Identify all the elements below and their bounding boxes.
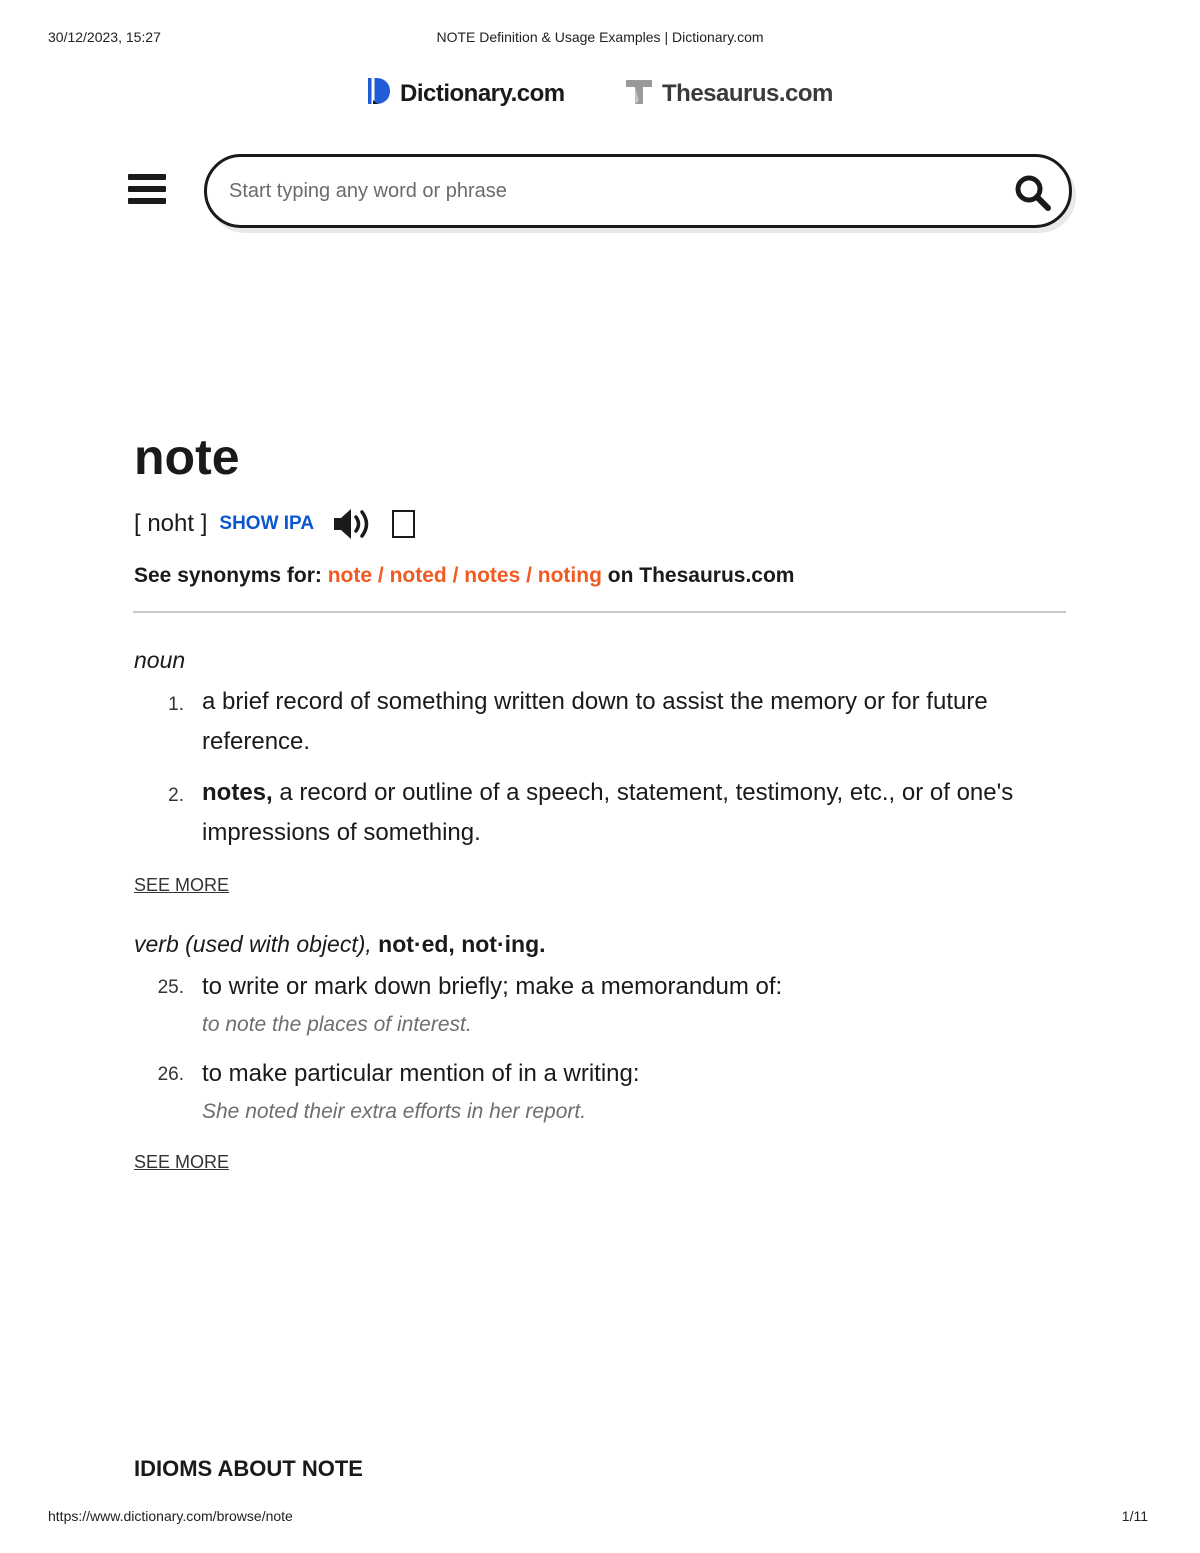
definition-text <box>202 1054 1052 1130</box>
print-date: 30/12/2023, 15:27 <box>48 29 161 45</box>
synonym-link[interactable]: note <box>327 564 373 587</box>
definition-text <box>202 682 1052 762</box>
search-bar <box>204 154 1072 228</box>
example-sentence: to note the places of interest. <box>202 1013 472 1036</box>
audio-button[interactable] <box>332 506 374 542</box>
print-title: NOTE Definition & Usage Examples | Dictionary.com <box>436 29 764 45</box>
part-of-speech-noun: noun <box>134 647 186 673</box>
example-sentence: She noted their extra efforts in her report. <box>202 1100 587 1123</box>
see-more-link[interactable]: SEE MORE <box>134 1152 230 1172</box>
speaker-icon <box>332 506 374 542</box>
search-icon <box>1011 171 1055 213</box>
definition-number: 25. <box>157 977 184 998</box>
print-url: https://www.dictionary.com/browse/note <box>48 1508 293 1524</box>
part-of-speech-verb <box>134 931 546 958</box>
definition-item <box>134 1054 1054 1134</box>
definition-body: a record or outline of a speech, statement, testimony, etc., or of one's impressions of something. <box>202 779 1014 846</box>
dictionary-logo-link[interactable] <box>366 76 565 111</box>
synonym-separator: / <box>520 564 538 587</box>
synonym-link[interactable]: noting <box>537 564 602 587</box>
synonym-separator: / <box>372 564 390 587</box>
pronunciation-row <box>134 506 415 542</box>
verb-label: verb (used with object) <box>134 931 366 957</box>
dictionary-logo-icon <box>366 76 392 111</box>
see-more-link[interactable]: SEE MORE <box>134 875 230 895</box>
definition-number: 1. <box>168 694 184 715</box>
synonyms-prefix: See synonyms for: <box>134 564 328 587</box>
print-page-number: 1/11 <box>1121 1508 1148 1524</box>
verb-comma: , <box>365 931 372 957</box>
synonym-separator: / <box>446 564 465 587</box>
definition-body: a brief record of something written down to assist the memory or for future reference. <box>202 688 988 755</box>
show-ipa-button[interactable]: SHOW IPA <box>219 513 315 534</box>
definition-text <box>202 967 1052 1043</box>
idioms-heading: IDIOMS ABOUT NOTE <box>134 1456 363 1481</box>
search-button[interactable] <box>1011 171 1055 213</box>
definition-text <box>202 773 1052 853</box>
definition-body: to make particular mention of in a writing: <box>202 1060 640 1087</box>
synonym-link[interactable]: notes <box>464 564 521 587</box>
definition-item <box>134 773 1054 857</box>
definition-bold-term: notes, <box>202 779 273 806</box>
verb-forms: not·ed, not·ing. <box>378 931 546 957</box>
headword: note <box>134 429 240 485</box>
definition-number: 26. <box>157 1064 184 1085</box>
menu-icon[interactable] <box>128 174 168 210</box>
definition-item <box>134 967 1054 1047</box>
definition-body: to write or mark down briefly; make a memorandum of: <box>202 973 783 1000</box>
synonym-link[interactable]: noted <box>389 564 447 587</box>
divider <box>133 611 1066 613</box>
save-word-button[interactable] <box>392 510 415 538</box>
dictionary-logo-text: Dictionary.com <box>400 79 565 107</box>
synonyms-suffix: on Thesaurus.com <box>601 564 795 587</box>
thesaurus-logo-icon <box>624 76 654 111</box>
thesaurus-logo-text: Thesaurus.com <box>662 79 833 107</box>
definition-number: 2. <box>168 785 184 806</box>
thesaurus-logo-link[interactable] <box>624 76 833 111</box>
pronunciation: [ noht ] <box>134 510 208 537</box>
search-input[interactable] <box>229 175 989 207</box>
definition-item <box>134 682 1054 766</box>
synonyms-line <box>134 564 794 588</box>
